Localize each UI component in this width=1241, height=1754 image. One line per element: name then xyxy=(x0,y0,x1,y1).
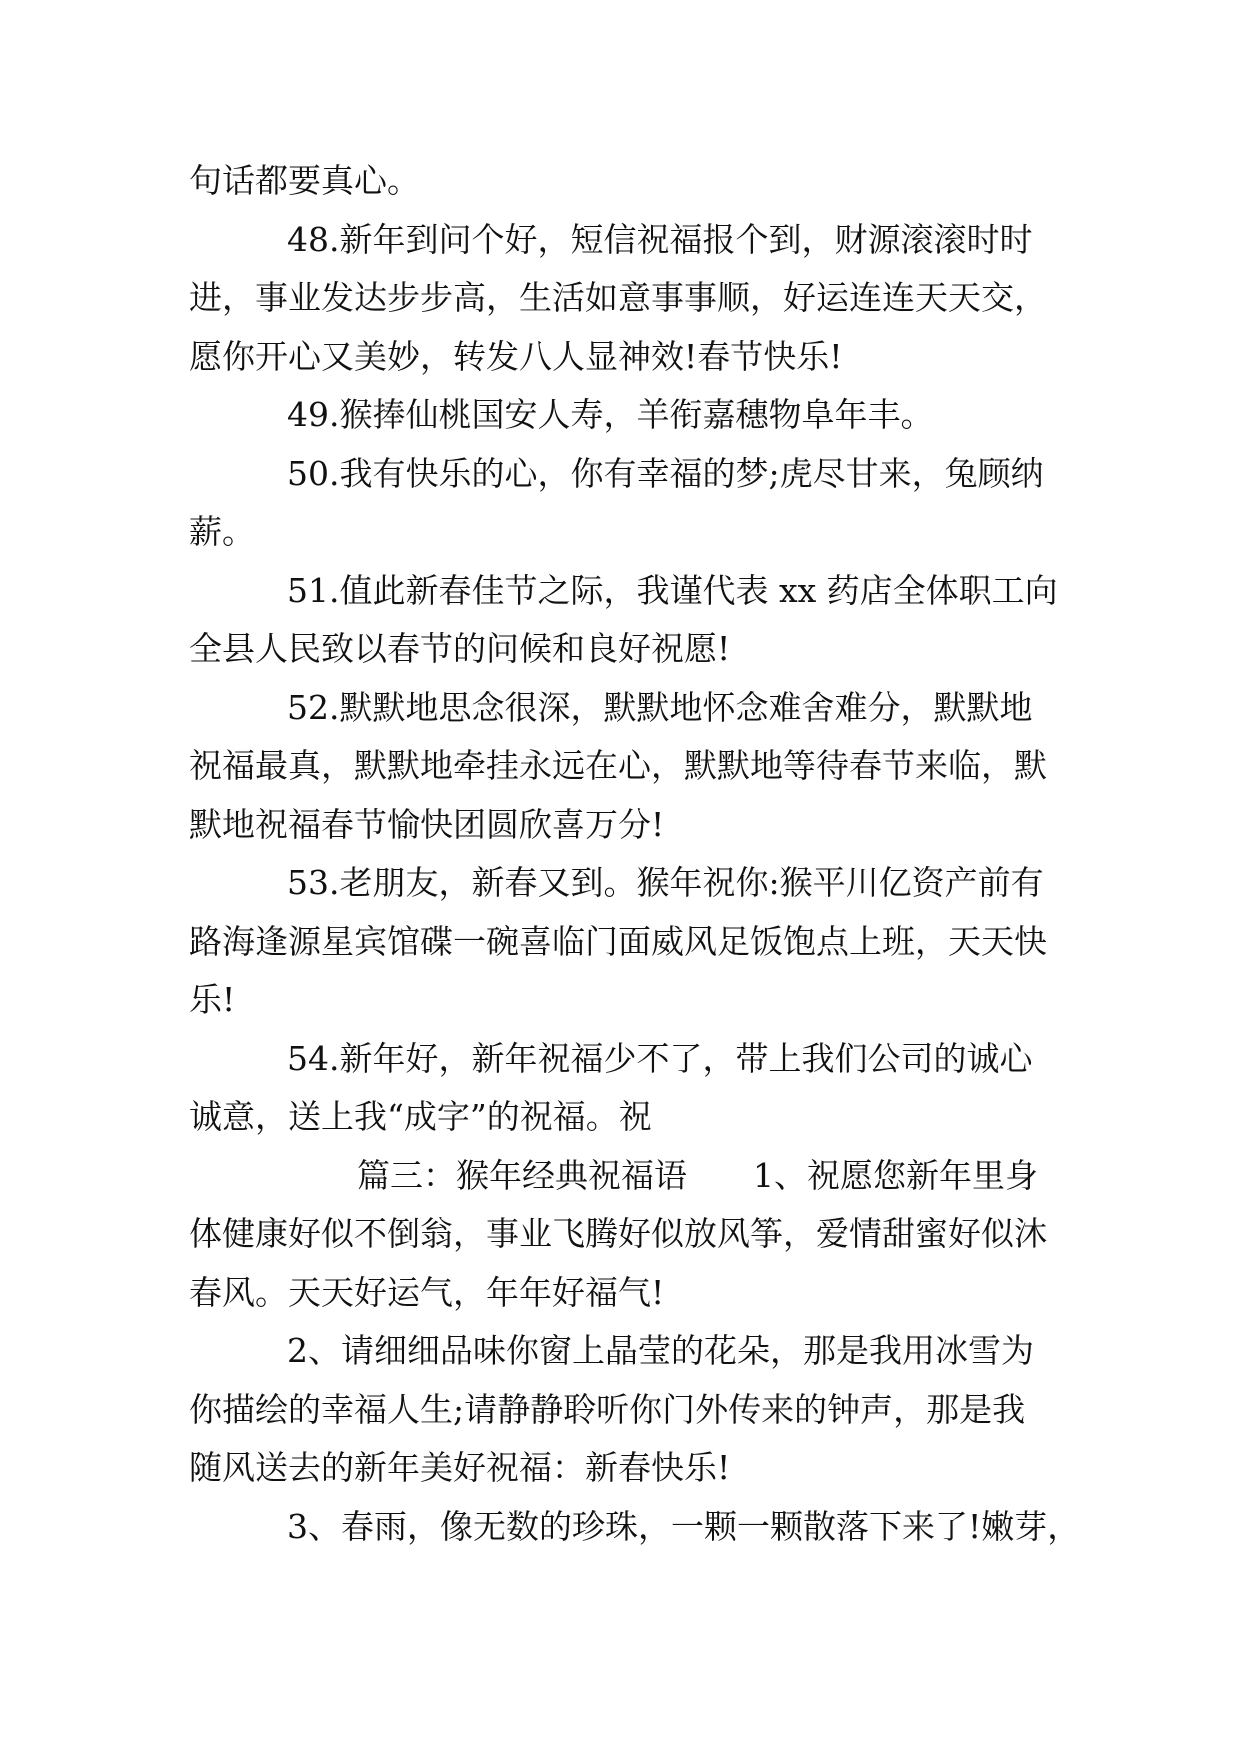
text-line: 路海逢源星宾馆碟一碗喜临门面威风足饭饱点上班，天天快 xyxy=(189,921,1047,961)
text-line: 薪。 xyxy=(189,512,255,551)
text-line: 愿你开心又美妙，转发八人显神效!春节快乐! xyxy=(189,336,843,376)
text-line: 49.猴捧仙桃国安人寿，羊衔嘉穗物阜年丰。 xyxy=(287,395,934,434)
paragraph-54 xyxy=(189,1030,1079,1147)
text-line: 默地祝福春节愉快团圆欣喜万分! xyxy=(189,804,665,844)
text-line: 2、请细细品味你窗上晶莹的花朵，那是我用冰雪为 xyxy=(287,1331,1034,1370)
text-line: 52.默默地思念很深，默默地怀念难舍难分，默默地 xyxy=(287,687,1033,727)
text-line: 51.值此新春佳节之际，我谨代表 xx 药店全体职工向 xyxy=(287,570,1058,610)
text-line: 随风送去的新年美好祝福：新春快乐! xyxy=(189,1448,731,1487)
text-line: 50.我有快乐的心，你有幸福的梦;虎尽甘来，兔顾纳 xyxy=(287,453,1044,493)
text-line: 句话都要真心。 xyxy=(189,161,420,200)
text-line: 春风。天天好运气，年年好福气! xyxy=(189,1272,665,1312)
text-line: 进，事业发达步步高，生活如意事事顺，好运连连天天交， xyxy=(189,278,1047,317)
paragraph-49 xyxy=(189,386,1079,445)
paragraph-50 xyxy=(189,445,1079,562)
paragraph-continuation xyxy=(189,152,1079,211)
text-line: 54.新年好，新年祝福少不了，带上我们公司的诚心 xyxy=(287,1038,1033,1078)
text-line: 3、春雨，像无数的珍珠，一颗一颗散落下来了!嫩芽， xyxy=(287,1506,1081,1546)
text-line: 你描绘的幸福人生;请静静聆听你门外传来的钟声，那是我 xyxy=(189,1389,1026,1429)
paragraph-48 xyxy=(189,211,1079,387)
text-line: 乐! xyxy=(189,980,236,1019)
paragraph-53 xyxy=(189,854,1079,1030)
paragraph-51 xyxy=(189,562,1079,679)
text-line: 53.老朋友，新春又到。猴年祝你:猴平川亿资产前有 xyxy=(287,863,1044,902)
text-line: 全县人民致以春节的问候和良好祝愿! xyxy=(189,629,731,668)
paragraph-3 xyxy=(189,1498,1079,1557)
document-body xyxy=(189,152,1079,1556)
section-heading-paragraph xyxy=(189,1147,1079,1323)
text-line: 诚意，送上我“成字”的祝福。祝 xyxy=(189,1097,652,1136)
section-heading-line: 篇三：猴年经典祝福语 1、祝愿您新年里身 xyxy=(357,1155,1038,1195)
text-line: 体健康好似不倒翁，事业飞腾好似放风筝，爱情甜蜜好似沐 xyxy=(189,1214,1047,1253)
paragraph-52 xyxy=(189,679,1079,855)
text-line: 48.新年到问个好，短信祝福报个到，财源滚滚时时 xyxy=(287,219,1033,259)
paragraph-2 xyxy=(189,1322,1079,1498)
text-line: 祝福最真，默默地牵挂永远在心，默默地等待春节来临，默 xyxy=(189,746,1047,785)
